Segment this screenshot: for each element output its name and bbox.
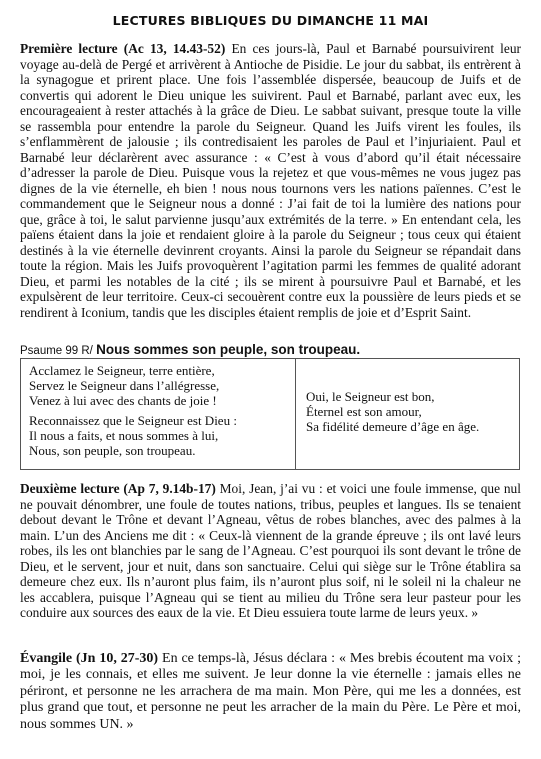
first-reading (20, 41, 521, 320)
psalm-line: Venez à lui avec des chants de joie ! (29, 393, 217, 408)
psalm-line: Sa fidélité demeure d’âge en âge. (306, 419, 480, 434)
psalm-stanza-2 (29, 413, 287, 458)
psalm-left-column (21, 359, 296, 469)
psalm-line: Acclamez le Seigneur, terre entière, (29, 363, 215, 378)
psalm-ref: Psaume 99 R/ (20, 345, 97, 357)
psalm-line: Oui, le Seigneur est bon, (306, 389, 435, 404)
psalm-title (20, 342, 360, 357)
psalm-stanza-3 (306, 389, 511, 434)
first-reading-text: En ces jours-là, Paul et Barnabé poursuivirent leur voyage au-delà de Pergé et arrivèrent à Antioche de Pisidie. Le jour du sabbat, ils entrèrent à la synagogue et prirent place. Une fois l’assemblée dispersée, beaucoup de Juifs et de convertis qui adorent le Dieu unique les suivirent. Paul et Barnabé, parlant avec eux, les encourageaient à rester attachés à la grâce de Dieu. Le sabbat suivant, presque toute la ville se rassembla pour entendre la parole du Seigneur. Quand les Juifs virent les foules, ils s’enflammèrent de jalousie ; ils contredisaient les paroles de Paul et l’injuriaient. Paul et Barnabé leur déclarèrent avec assurance : « C’est à vous d’abord qu’il était nécessaire d’adresser la parole de Dieu. Puisque vous la rejetez et que vous-mêmes ne vous jugez pas dignes de la vie éternelle, eh bien ! nous nous tournons vers les nations païennes. C’est le commandement que le Seigneur nous a donné : J’ai fait de toi la lumière des nations pour que, grâce à toi, le salut parvienne jusqu’aux extrémités de la terre. » En entendant cela, les païens étaient dans la joie et rendaient gloire à la parole du Seigneur ; tous ceux qui étaient destinés à la vie éternelle devinrent croyants. Ainsi la parole du Seigneur se répandait dans toute la région. Mais les Juifs provoquèrent l’agitation parmi les femmes de qualité adorant Dieu, et parmi les notables de la cité ; ils se mirent à poursuivre Paul et Barnabé, et les expulsèrent de leur territoire. Ceux-ci secouèrent contre eux la poussière de leurs pieds et se rendirent à Iconium, tandis que les disciples étaient remplis de joie et d’Esprit Saint. (20, 41, 522, 320)
psalm-line: Reconnaissez que le Seigneur est Dieu : (29, 413, 237, 428)
psalm-line: Nous, son peuple, son troupeau. (29, 443, 196, 458)
gospel-reading (20, 651, 521, 733)
psalm-right-column (296, 359, 519, 469)
psalm-line: Servez le Seigneur dans l’allégresse, (29, 378, 220, 393)
psalm-stanza-1 (29, 363, 287, 408)
second-reading (20, 481, 521, 621)
psalm-refrain: Nous sommes son peuple, son troupeau. (96, 342, 361, 357)
psalm-box (20, 358, 520, 470)
second-reading-text: Moi, Jean, j’ai vu : et voici une foule immense, que nul ne pouvait dénombrer, une foule de toutes nations, tribus, peuples et langues. Ils se tenaient debout devant le Trône et devant l’Agneau, vêtus de robes blanches, avec des palmes à la main. L’un des Anciens me dit : « Ceux-là viennent de la grande épreuve ; ils ont lavé leurs robes, ils les ont blanchies par le sang de l’Agneau. C’est pourquoi ils sont devant le trône de Dieu, et le servent, jour et nuit, dans son sanctuaire. Celui qui siège sur le Trône établira sa demeure chez eux. Ils n’auront plus faim, ils n’auront plus soif, ni le soleil ni la chaleur ne les accablera, puisque l’Agneau qui se tient au milieu du Trône sera leur pasteur pour les conduire aux sources des eaux de la vie. Et Dieu essuiera toute larme de leurs yeux. » (20, 481, 521, 620)
first-reading-heading: Première lecture (Ac 13, 14.43-52) (20, 41, 226, 56)
psalm-line: Éternel est son amour, (306, 404, 422, 419)
page-title: LECTURES BIBLIQUES DU DIMANCHE 11 MAI (112, 13, 429, 28)
second-reading-heading: Deuxième lecture (Ap 7, 9.14b-17) (20, 481, 216, 496)
gospel-text: En ce temps-là, Jésus déclara : « Mes brebis écoutent ma voix ; moi, je les connais, et elles me suivent. Je leur donne la vie éternelle : jamais elles ne périront, et personne ne les arrachera de ma main. Mon Père, qui me les a données, est plus grand que tout, et personne ne peut les arracher de la main du Père. Le Père et moi, nous sommes UN. » (20, 651, 522, 732)
gospel-heading: Évangile (Jn 10, 27-30) (20, 651, 159, 666)
psalm-line: Il nous a faits, et nous sommes à lui, (29, 428, 219, 443)
